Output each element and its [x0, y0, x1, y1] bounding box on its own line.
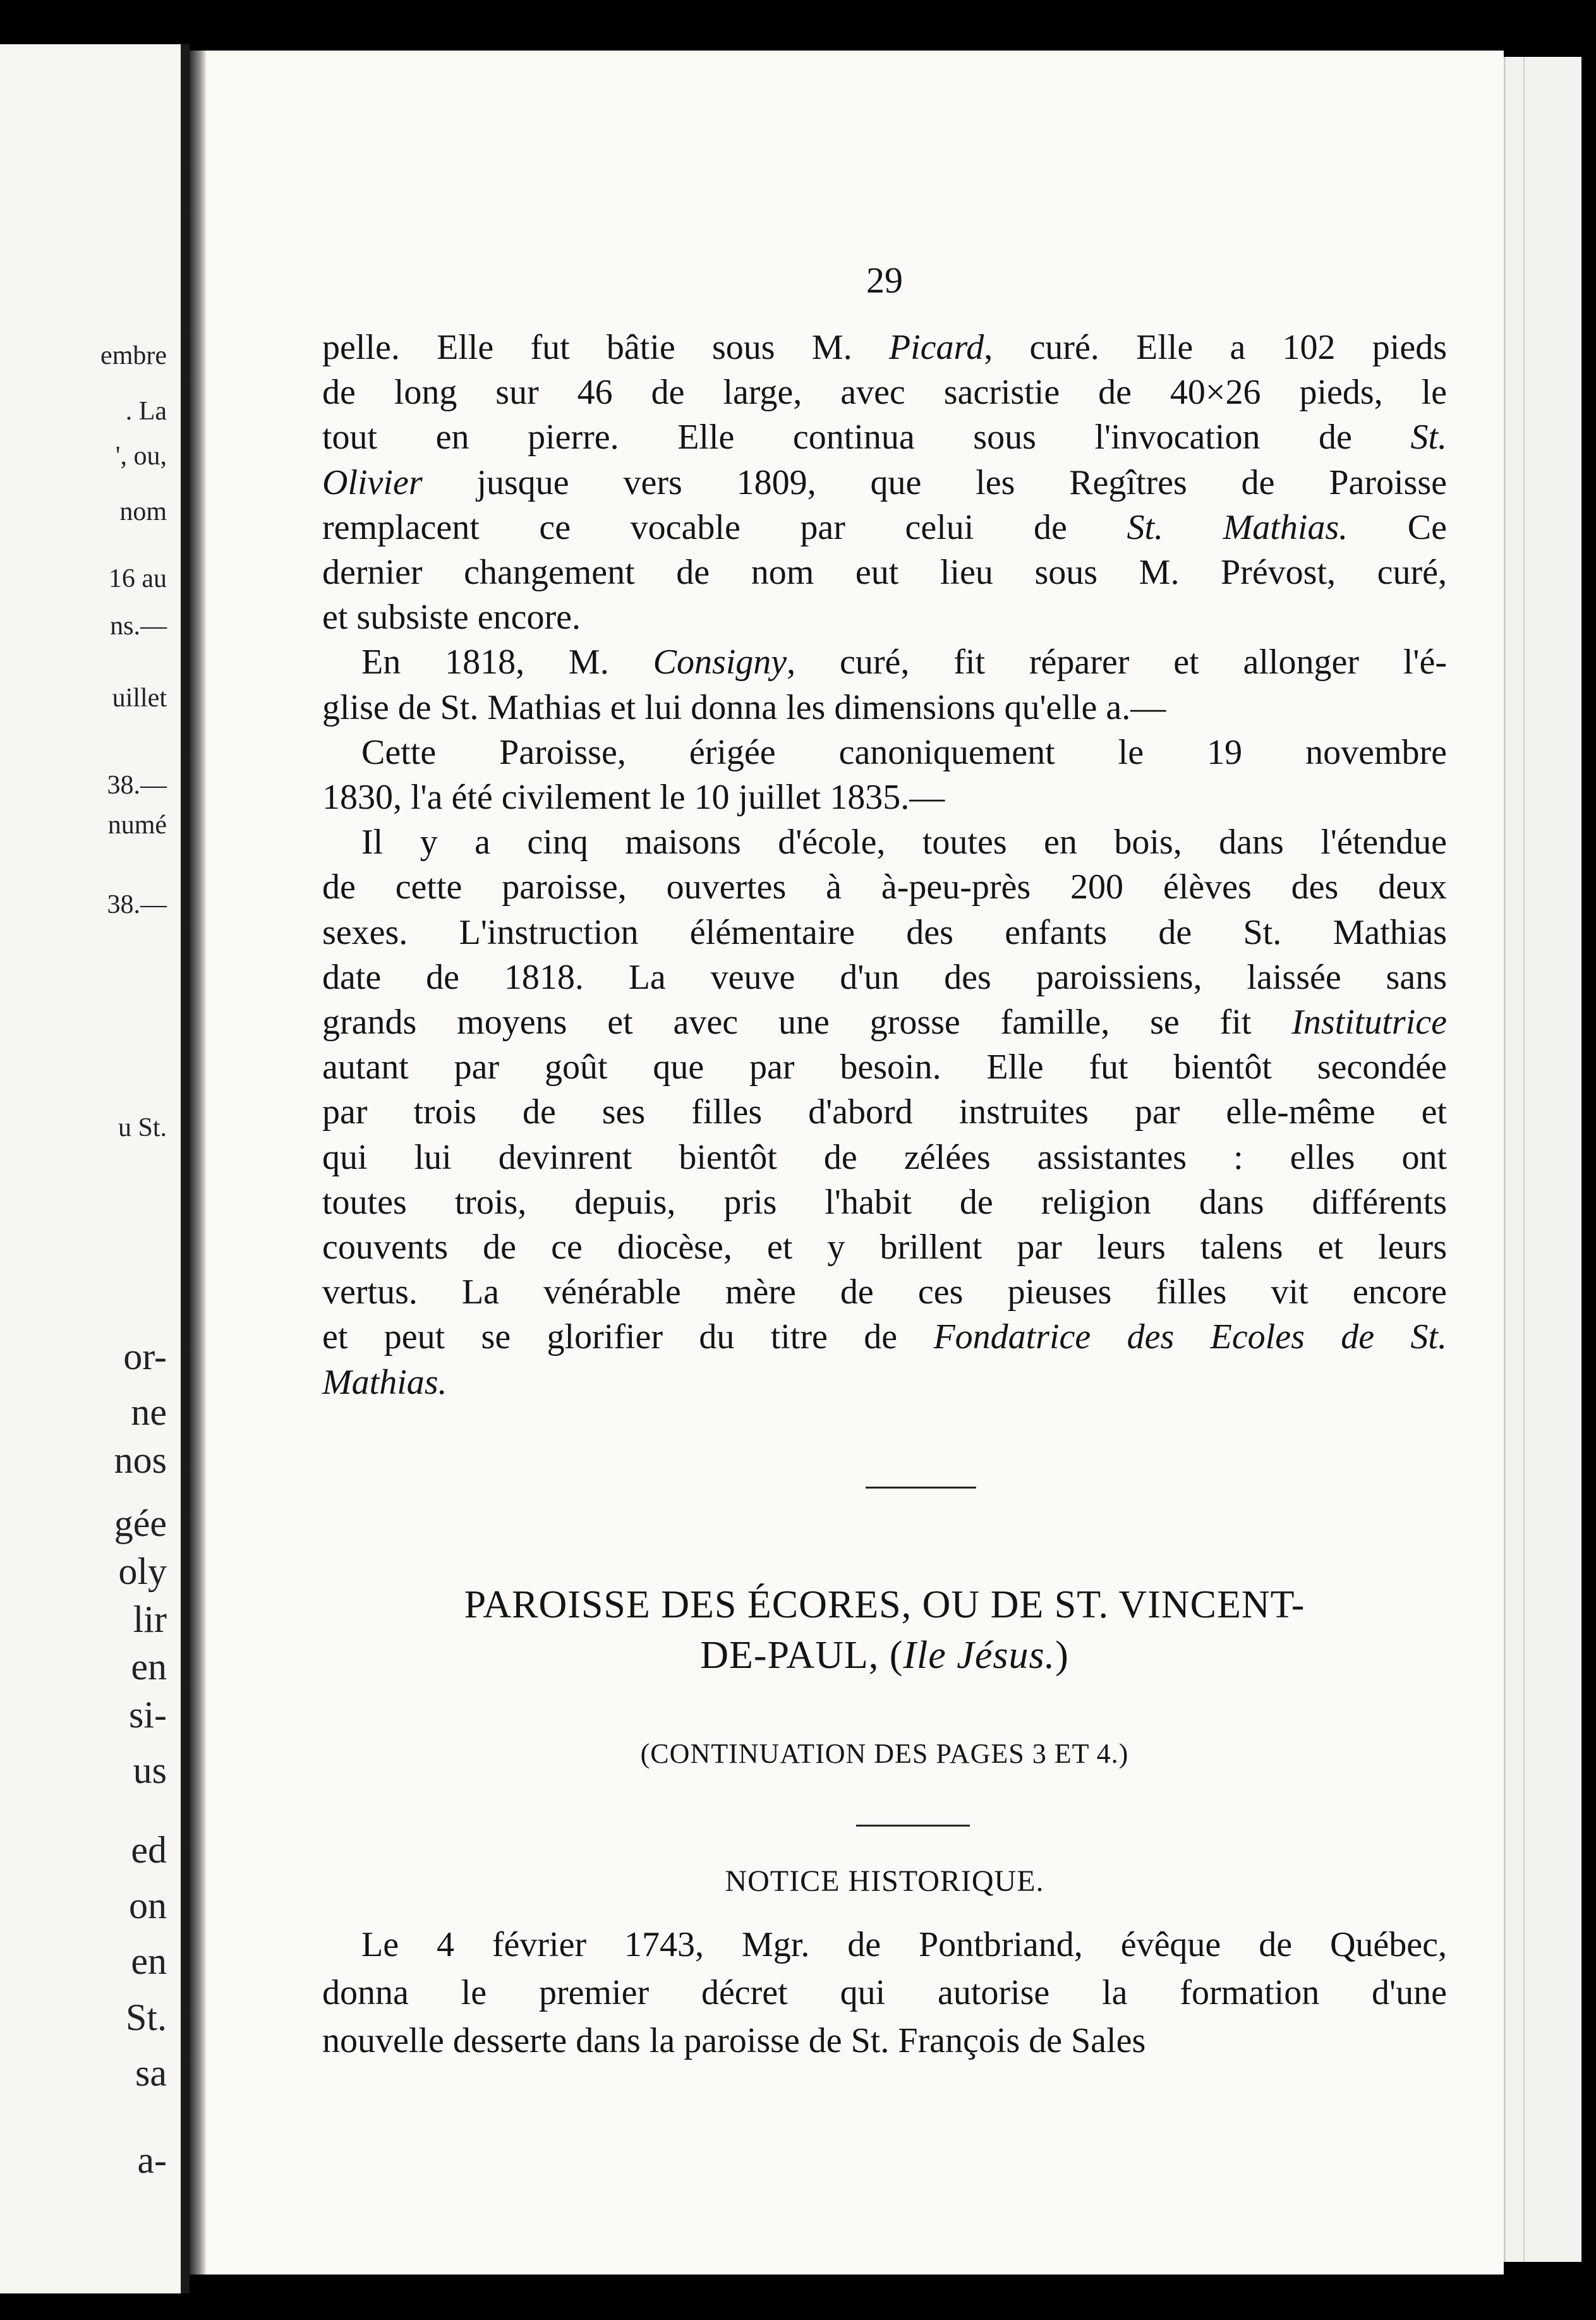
text-run: autant par goût que par besoin. Elle fut bientôt secondée [322, 1048, 1447, 1087]
text-line [322, 775, 1447, 820]
italic-text: St. Mathias. [1127, 507, 1348, 547]
left-page-text-fragment: en [131, 1940, 167, 1983]
text-run: Il y a cinq maisons d'école, toutes en bois, dans l'étendue [361, 823, 1447, 862]
page-edge-line [1523, 57, 1525, 2262]
text-run: , curé. Elle a 102 pieds [984, 328, 1447, 367]
left-page-text-fragment: nos [114, 1439, 167, 1481]
body-text [322, 325, 1447, 1405]
left-page-text-fragment: or- [123, 1335, 167, 1377]
text-line [322, 1180, 1447, 1225]
text-line [322, 1000, 1447, 1045]
paragraph [322, 730, 1447, 820]
left-page-text-fragment: oly [118, 1550, 167, 1592]
heading-italic: Ile Jésus. [903, 1634, 1056, 1677]
text-run: jusque vers 1809, que les Regîtres de Paroisse [422, 462, 1447, 502]
text-line [322, 640, 1447, 685]
left-page-text-fragment: St. [125, 1996, 167, 2038]
text-line [322, 1045, 1447, 1090]
left-page-text-fragment: uillet [112, 683, 167, 713]
text-line [322, 370, 1447, 415]
text-run: qui lui devinrent bientôt de zélées assistantes : elles ont [322, 1137, 1447, 1177]
text-run: 1830, l'a été civilement le 10 juillet 1835.— [322, 778, 945, 818]
italic-text: Olivier [322, 462, 423, 502]
italic-text: St. [1410, 418, 1447, 457]
text-run: Le 4 février 1743, Mgr. de Pontbriand, évêque de Québec, [361, 1925, 1447, 1964]
text-line [322, 595, 1447, 640]
left-page-text-fragment: nom [119, 497, 167, 526]
text-line [322, 461, 1447, 505]
text-run: date de 1818. La veuve d'un des paroissiens, laissée sans [322, 957, 1447, 997]
text-line [322, 730, 1447, 775]
text-run: donna le premier décret qui autorise la formation d'une [322, 1973, 1447, 2012]
left-page-text-fragment: ', ou, [115, 441, 167, 471]
text-line [322, 1135, 1447, 1180]
left-page-text-fragment: ns.— [110, 612, 167, 641]
text-run: sexes. L'instruction élémentaire des enfants de St. Mathias [322, 912, 1447, 952]
text-run: vertus. La vénérable mère de ces pieuses filles vit encore [322, 1272, 1447, 1312]
text-run: par trois de ses filles d'abord instruites par elle-même et [322, 1092, 1447, 1132]
text-line [322, 1921, 1447, 1969]
text-run: de cette paroisse, ouvertes à à-peu-près 200 élèves des deux [322, 867, 1447, 907]
text-line [322, 955, 1447, 1000]
left-page-text-fragment: si- [129, 1693, 167, 1736]
text-run: Ce [1348, 507, 1447, 547]
paragraph [322, 820, 1447, 1405]
left-page-text-fragment: 38.— [107, 771, 167, 801]
text-run: et peut se glorifier du titre de [322, 1317, 934, 1357]
paragraph [322, 325, 1447, 640]
text-line [322, 2017, 1447, 2065]
text-line [322, 505, 1447, 550]
page-number: 29 [866, 260, 903, 301]
text-run: toutes trois, depuis, pris l'habit de religion dans différents [322, 1182, 1447, 1222]
left-page-text-fragment: embre [100, 341, 167, 370]
left-page-text-fragment: sa [135, 2051, 167, 2094]
text-run: En 1818, M. [361, 643, 653, 682]
text-run: Cette Paroisse, érigée canoniquement le 19 novembre [361, 732, 1447, 772]
left-page-fragment [0, 44, 190, 2293]
heading-part-b: ) [1055, 1634, 1069, 1677]
left-page-text-fragment: u St. [118, 1113, 167, 1142]
left-page-text-fragment: 16 au [108, 564, 167, 593]
continuation-note: (CONTINUATION DES PAGES 3 ET 4.) [640, 1738, 1129, 1769]
text-run: dernier changement de nom eut lieu sous M. Prévost, curé, [322, 553, 1447, 593]
text-run: glise de St. Mathias et lui donna les dimensions qu'elle a.— [322, 687, 1166, 727]
text-run: , curé, fit réparer et allonger l'é- [787, 643, 1448, 682]
left-page-text-fragment: ne [131, 1391, 167, 1433]
text-run: remplacent ce vocable par celui de [322, 507, 1127, 547]
left-page-text-fragment: en [131, 1646, 167, 1688]
italic-text: Consigny [653, 643, 787, 682]
left-page-text-fragment: . La [125, 397, 167, 426]
text-run: grands moyens et avec une grosse famille, se fit [322, 1003, 1292, 1042]
text-line [322, 415, 1447, 460]
notice-divider [856, 1825, 970, 1827]
notice-title: NOTICE HISTORIQUE. [725, 1864, 1044, 1898]
left-page-text-fragment: ed [131, 1829, 167, 1871]
text-line [322, 550, 1447, 595]
text-line [322, 325, 1447, 370]
italic-text: Picard [888, 328, 984, 367]
text-line [322, 1225, 1447, 1270]
left-page-text-fragment: us [133, 1749, 167, 1791]
italic-text: Fondatrice des Ecoles de St. [933, 1317, 1447, 1357]
text-line [322, 1360, 1447, 1405]
text-run: tout en pierre. Elle continua sous l'invocation de [322, 418, 1411, 457]
right-page-edge [1504, 57, 1581, 2262]
text-run: et subsiste encore. [322, 598, 581, 637]
text-line [322, 820, 1447, 865]
book-spine-shadow [190, 51, 206, 2275]
text-line [322, 910, 1447, 955]
text-run: couvents de ce diocèse, et y brillent par leurs talens et leurs [322, 1228, 1447, 1267]
section-divider [866, 1487, 976, 1489]
left-page-text-fragment: 38.— [107, 890, 167, 920]
main-page [190, 51, 1504, 2275]
text-line [322, 865, 1447, 910]
text-run: nouvelle desserte dans la paroisse de St. François de Sales [322, 2021, 1146, 2060]
left-page-text-fragment: a- [137, 2139, 167, 2182]
section-heading [322, 1580, 1447, 1681]
text-line [322, 1270, 1447, 1315]
left-page-text-fragment: gée [114, 1502, 167, 1545]
text-line [322, 1969, 1447, 2017]
notice-text [322, 1921, 1447, 2065]
left-page-text-fragment: on [129, 1885, 167, 1927]
italic-text: Institutrice [1291, 1003, 1447, 1042]
heading-line-2 [322, 1630, 1447, 1681]
italic-text: Mathias. [322, 1362, 447, 1402]
heading-line-1: PAROISSE DES ÉCORES, OU DE ST. VINCENT- [464, 1583, 1305, 1626]
text-line [322, 686, 1447, 730]
text-run: pelle. Elle fut bâtie sous M. [322, 328, 889, 367]
text-line [322, 1090, 1447, 1135]
paragraph [322, 1921, 1447, 2065]
left-page-text-fragment: numé [107, 811, 167, 840]
left-page-gutter [181, 44, 190, 2293]
text-line [322, 1315, 1447, 1360]
text-run: de long sur 46 de large, avec sacristie de 40×26 pieds, le [322, 373, 1447, 413]
paragraph [322, 640, 1447, 730]
heading-part-a: DE-PAUL, ( [700, 1634, 904, 1677]
left-page-text-fragment: lir [133, 1598, 167, 1640]
